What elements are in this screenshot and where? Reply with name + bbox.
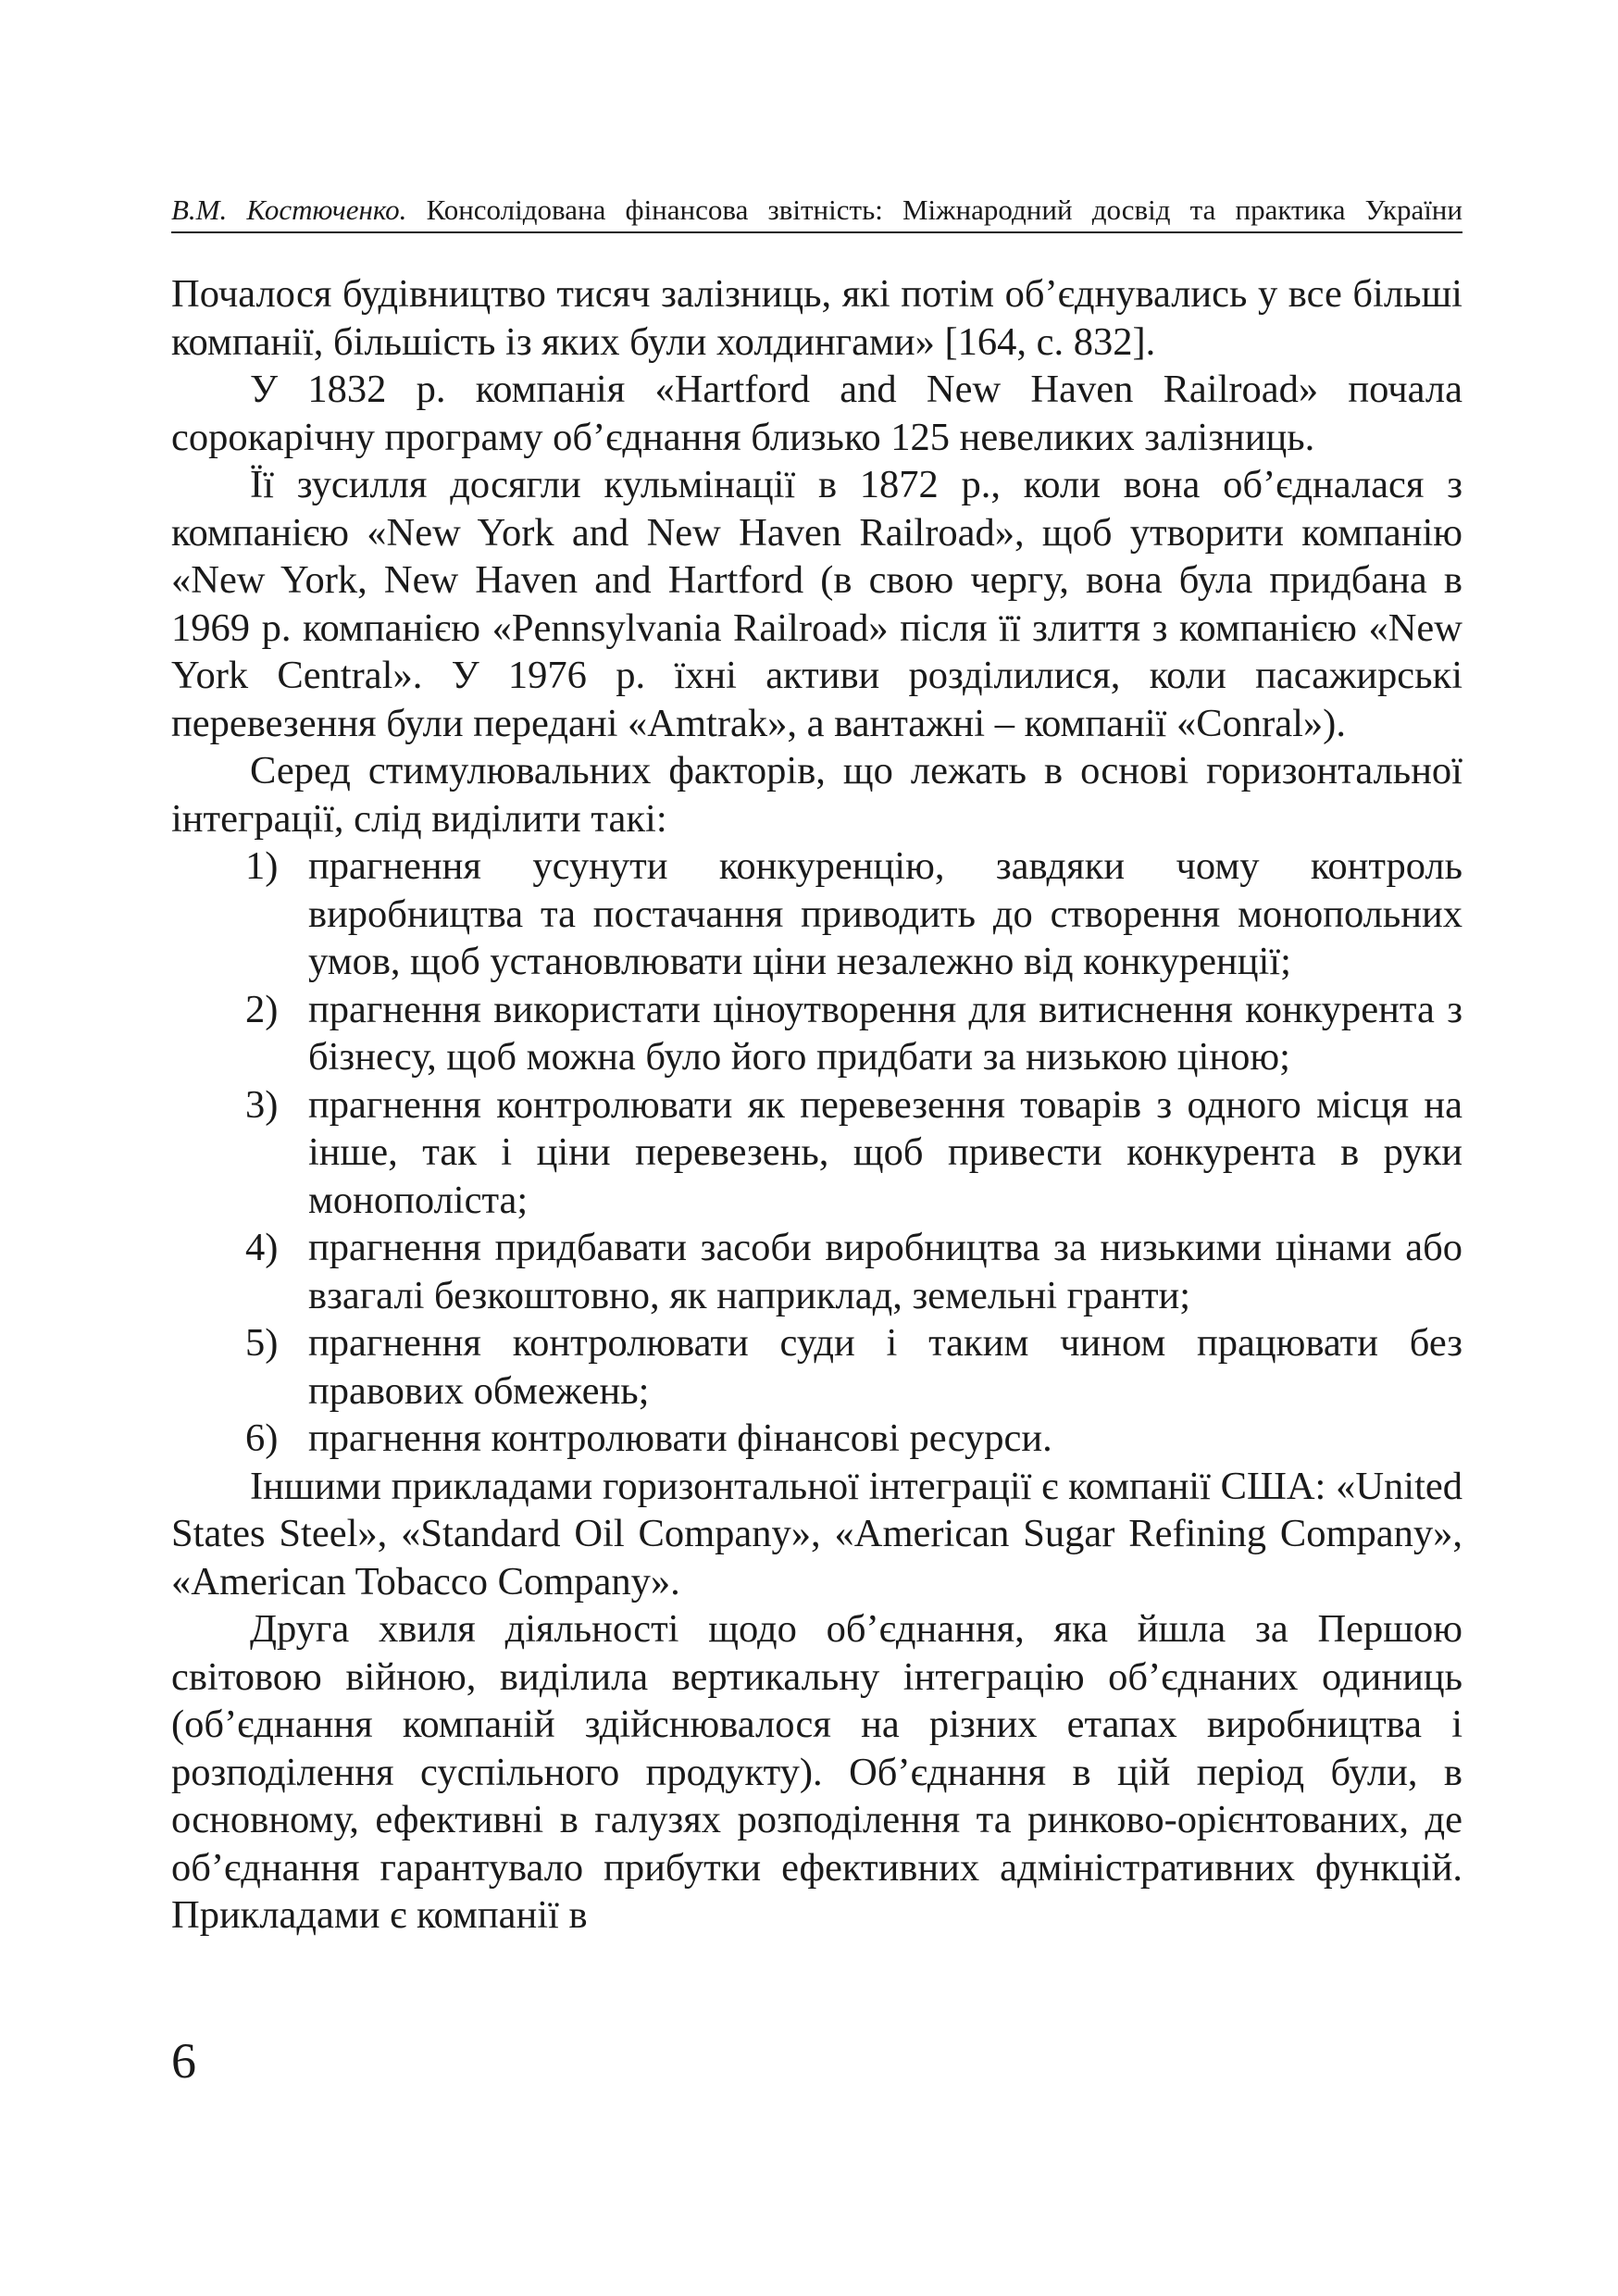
list-item-text: прагнення використати ціноутворення для витиснення конкурента з бізнесу, щоб можна було його придбати за низькою ціною; (308, 987, 1462, 1079)
list-item-text: прагнення контролювати суди і таким чином працювати без правових обмежень; (308, 1321, 1462, 1413)
paragraph: У 1832 р. компанія «Hartford and New Haven Railroad» почала сорокарічну програму об’єднання близько 125 невеликих залізниць. (171, 368, 1462, 459)
list-item (171, 842, 1462, 986)
list-item-number: 4) (245, 1226, 279, 1269)
list-item-text: прагнення контролювати фінансові ресурси. (308, 1416, 1052, 1460)
paragraph: Серед стимулювальних факторів, що лежать в основі горизонтальної інтеграції, слід виділити такі: (171, 749, 1462, 841)
list-item-text: прагнення контролювати як перевезення товарів з одного місця на інше, так і ціни перевезень, щоб привести конкурента в руки монополіста; (308, 1082, 1462, 1222)
factors-list (171, 842, 1462, 1463)
list-item-number: 3) (245, 1082, 279, 1127)
paragraph: Її зусилля досягли кульмінації в 1872 р., коли вона об’єдналася з компанією «New York and New Haven Railroad», щоб утворити компанію «New York, New Haven and Hartford (в свою чергу, вона була придбана в 1969 р. компанією «Pennsylvania Railroad» після її злиття з компанією «New York Central». У 1976 р. їхні активи розділилися, коли пасажирські перевезення були передані «Amtrak», а вантажні – компанії «Conral»). (171, 463, 1462, 745)
list-item-number: 5) (245, 1321, 279, 1365)
list-item (171, 1415, 1462, 1463)
list-item-text: прагнення придбавати засоби виробництва за низькими цінами або взагалі безкоштовно, як наприклад, земельні гранти; (308, 1226, 1462, 1317)
running-head-author: В.М. Костюченко. (171, 193, 407, 226)
list-item-number: 2) (245, 987, 279, 1031)
list-item (171, 1319, 1462, 1415)
list-item-number: 6) (245, 1416, 279, 1460)
running-head-title: Консолідована фінансова звітність: Міжнародний досвід та практика України (426, 193, 1462, 226)
list-item (171, 1224, 1462, 1319)
page-number: 6 (171, 2033, 196, 2089)
body-text (171, 270, 1462, 1940)
header-rule (171, 231, 1462, 233)
paragraph: Іншими прикладами горизонтальної інтеграції є компанії США: «United States Steel», «Standard Oil Company», «American Sugar Refining Company», «American Tobacco Company». (171, 1464, 1462, 1603)
list-item-number: 1) (245, 844, 279, 888)
paragraph: Друга хвиля діяльності щодо об’єднання, яка йшла за Першою світовою війною, виділила вертикальну інтеграцію об’єднаних одиниць (об’єднання компаній здійснювалося на різних етапах виробництва і розподілення суспільного продукту). Об’єднання в цій період були, в основному, ефективні в галузях розподілення та ринково-орієнтованих, де об’єднання гарантувало прибутки ефективних адміністративних функцій. Прикладами є компанії в (171, 1607, 1462, 1937)
paragraph-continuation: Почалося будівництво тисяч залізниць, які потім об’єднувались у все більші компанії, більшість із яких були холдингами» [164, с. 832]. (171, 272, 1462, 364)
list-item-text: прагнення усунути конкуренцію, завдяки чому контроль виробництва та постачання приводить до створення монопольних умов, щоб установлювати ціни незалежно від конкуренції; (308, 844, 1462, 983)
list-item (171, 1081, 1462, 1225)
list-item (171, 986, 1462, 1081)
running-head (171, 190, 1462, 231)
